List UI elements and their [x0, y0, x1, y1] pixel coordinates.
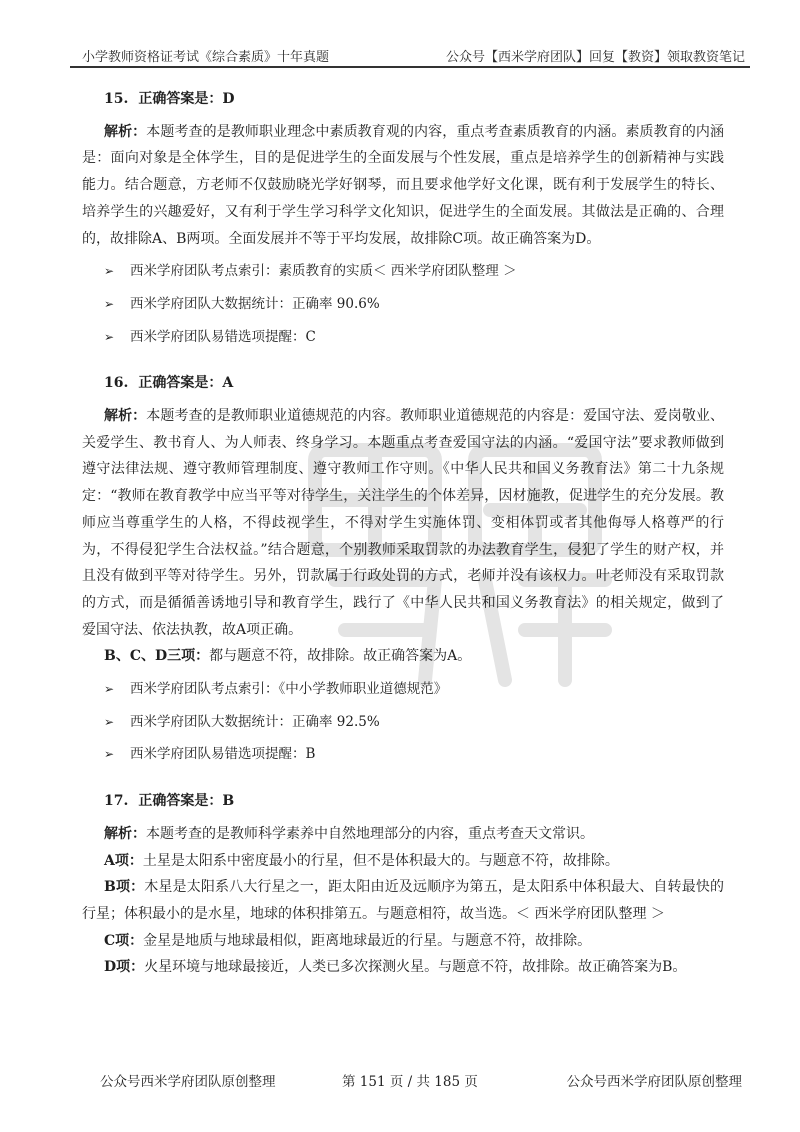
option-c-analysis	[82, 928, 724, 955]
answer-label: 正确答案是：A	[138, 375, 234, 392]
arrow-bullet-icon: ➢	[104, 264, 115, 279]
bullet-item	[104, 676, 724, 703]
footer-left: 公众号西米学府团队原创整理	[100, 1074, 276, 1090]
question-number: 15.	[104, 91, 129, 107]
analysis-text: 本题考查的是教师职业道德规范的内容。教师职业道德规范的内容是：爱国守法、爱岗敬业、关爱学生、教书育人、为人师表、终身学习。本题重点考查爱国守法的内涵。“爱国守法”要求教师做到遵守法律法规、遵守教师管理制度、遵守教师工作守则。《中华人民共和国义务教育法》第二十九条规定：“教师在教育教学中应当平等对待学生，关注学生的个体差异，因材施教，促进学生的充分发展。教师应当尊重学生的人格，不得歧视学生，不得对学生实施体罚、变相体罚或者其他侮辱人格尊严的行为，不得侵犯学生合法权益。”结合题意，个别教师采取罚款的办法教育学生，侵犯了学生的财产权，并且没有做到平等对待学生。另外，罚款属于行政处罚的方式，老师并没有该权力。叶老师没有采取罚款的方式，而是循循善诱地引导和教育学生，践行了《中华人民共和国义务教育法》的相关规定，做到了爱国守法、依法执教，故A项正确。	[82, 408, 724, 638]
bullet-text: 西米学府团队大数据统计：正确率 92.5%	[130, 713, 380, 730]
option-c-text: 金星是地质与地球最相似，距离地球最近的行星。与题意不符，故排除。	[143, 932, 592, 949]
analysis-lead: 解析：	[104, 825, 146, 842]
option-a-text: 土星是太阳系中密度最小的行星，但不是体积最大的。与题意不符，故排除。	[142, 852, 619, 869]
bullet-item	[104, 258, 724, 285]
question-number: 16.	[104, 375, 129, 392]
footer-right: 公众号西米学府团队原创整理	[566, 1074, 742, 1090]
bullet-text: 西米学府团队大数据统计：正确率 90.6%	[130, 295, 380, 312]
arrow-bullet-icon: ➢	[104, 296, 115, 311]
bullet-text: 西米学府团队易错选项提醒：C	[130, 328, 316, 345]
bullet-item	[104, 324, 724, 351]
analysis-text: 本题考查的是教师职业理念中素质教育观的内容，重点考查素质教育的内涵。素质教育的内涵是：面向对象是全体学生，目的是促进学生的全面发展与个性发展，重点是培养学生的创新精神与实践能力。结合题意，方老师不仅鼓励晓光学好钢琴，而且要求他学好文化课，既有利于发展学生的特长、培养学生的兴趣爱好，又有利于学生学习科学文化知识，促进学生的全面发展。其做法是正确的、合理的，故排除A、B两项。全面发展并不等于平均发展，故排除C项。故正确答案为D。	[82, 123, 724, 247]
bullet-text: 西米学府团队考点索引：素质教育的实质＜ 西米学府团队整理 ＞	[130, 263, 517, 280]
header-left-title: 小学教师资格证考试《综合素质》十年真题	[82, 50, 330, 65]
page-content	[82, 80, 724, 981]
option-d-analysis	[82, 954, 724, 981]
others-lead: B、C、D三项：	[104, 648, 210, 665]
question-16-title	[104, 370, 724, 397]
answer-label: 正确答案是：D	[138, 91, 235, 107]
option-b-analysis	[82, 874, 724, 927]
page-number: 第 151 页 / 共 185 页	[342, 1074, 478, 1090]
header-right-notice: 公众号【西米学府团队】回复【教资】领取教资笔记	[445, 50, 745, 65]
header-divider	[70, 66, 750, 68]
question-number: 17.	[104, 793, 129, 810]
question-17-title	[104, 788, 724, 815]
question-15-title	[104, 86, 724, 113]
arrow-bullet-icon: ➢	[104, 747, 115, 762]
question-16-others	[82, 643, 724, 670]
question-16-analysis	[82, 403, 724, 643]
option-d-lead: D项：	[104, 959, 145, 976]
option-a-analysis	[82, 848, 724, 875]
bullet-item	[104, 291, 724, 318]
bullet-item	[104, 709, 724, 736]
answer-label: 正确答案是：B	[138, 793, 235, 810]
bullet-text: 西米学府团队易错选项提醒：B	[130, 746, 316, 763]
option-c-lead: C项：	[104, 932, 144, 949]
arrow-bullet-icon: ➢	[104, 714, 115, 729]
option-b-lead: B项：	[104, 879, 145, 896]
question-15-analysis	[82, 119, 724, 253]
bullet-text: 西米学府团队考点索引：《中小学教师职业道德规范》	[130, 681, 448, 698]
analysis-lead: 解析：	[104, 123, 147, 140]
option-a-lead: A项：	[104, 852, 143, 869]
option-b-text: 木星是太阳系八大行星之一，距太阳由近及远顺序为第五，是太阳系中体积最大、自转最快的行星；体积最小的是水星，地球的体积排第五。与题意相符，故当选。＜ 西米学府团队整理 ＞	[82, 879, 724, 922]
page-header	[70, 40, 745, 65]
question-17-analysis	[82, 821, 724, 848]
others-text: 都与题意不符，故排除。故正确答案为A。	[209, 648, 472, 665]
page-footer	[70, 1070, 750, 1090]
option-d-text: 火星环境与地球最接近，人类已多次探测火星。与题意不符，故排除。故正确答案为B。	[144, 959, 687, 976]
analysis-lead: 解析：	[104, 408, 147, 425]
bullet-item	[104, 741, 724, 768]
arrow-bullet-icon: ➢	[104, 329, 115, 344]
arrow-bullet-icon: ➢	[104, 682, 115, 697]
analysis-text: 本题考查的是教师科学素养中自然地理部分的内容，重点考查天文常识。	[146, 825, 594, 842]
